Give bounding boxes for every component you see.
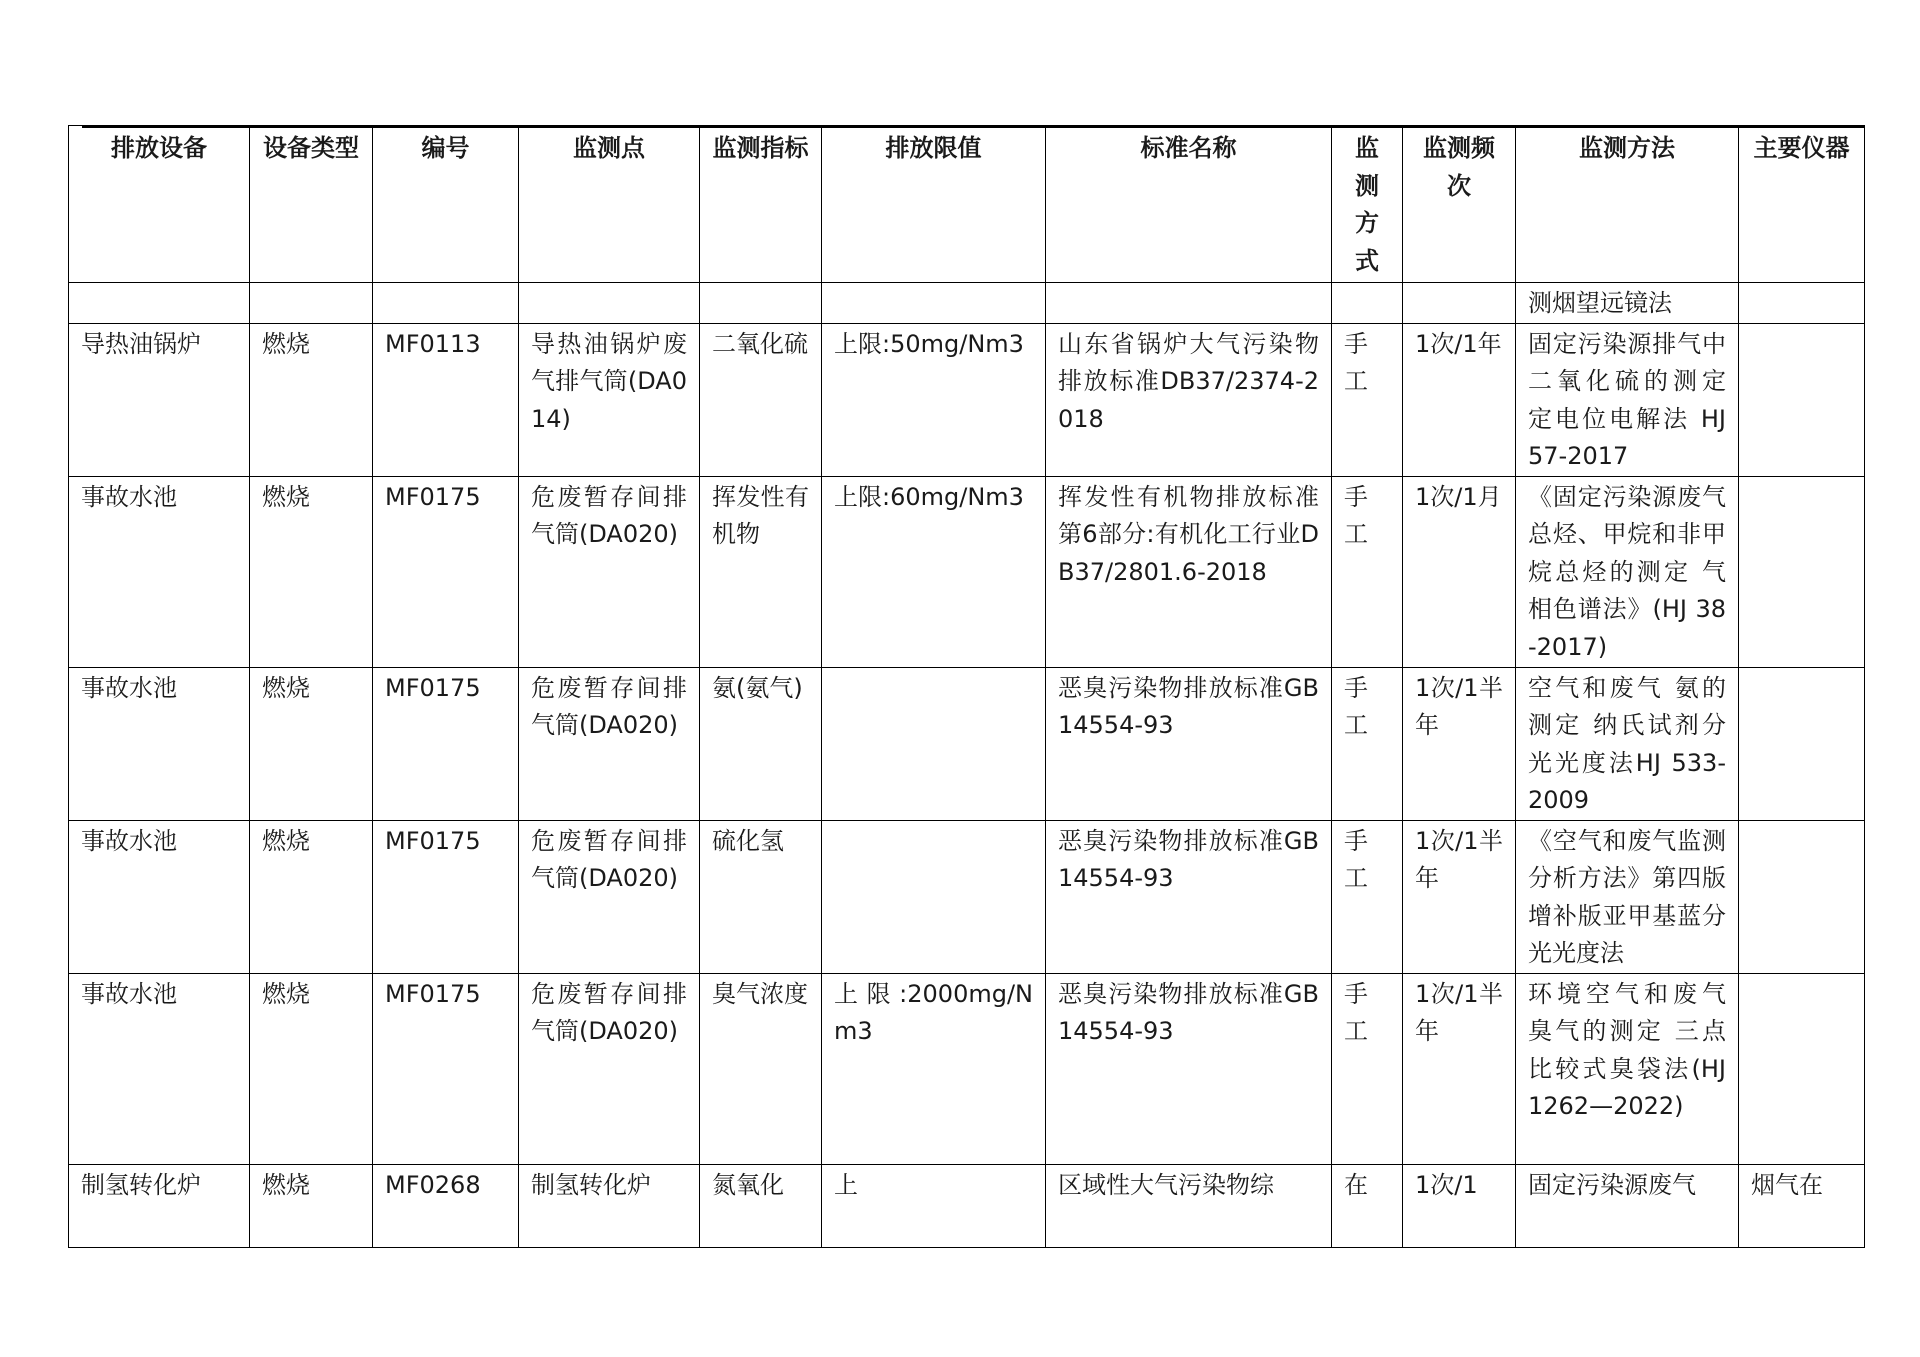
cell-code: MF0175	[373, 476, 519, 667]
table-row	[69, 973, 1865, 1164]
cell-method: 《固定污染源废气 总烃、甲烷和非甲烷总烃的测定 气相色谱法》(HJ 38-2017)	[1516, 476, 1739, 667]
table-row	[69, 820, 1865, 973]
cell-indicator: 二氧化硫	[700, 323, 822, 476]
cell-standard: 山东省锅炉大气污染物排放标准DB37/2374-2018	[1046, 323, 1332, 476]
cell-method: 固定污染源排气中二氧化硫的测定 定电位电解法 HJ 57-2017	[1516, 323, 1739, 476]
cell-standard: 挥发性有机物排放标准第6部分:有机化工行业DB37/2801.6-2018	[1046, 476, 1332, 667]
header-equipment: 排放设备	[69, 126, 250, 283]
header-mode: 监测方式	[1332, 126, 1403, 283]
cell-limit: 上限:60mg/Nm3	[822, 476, 1046, 667]
header-frequency: 监测频次	[1403, 126, 1516, 283]
cell-mode: 手工	[1332, 973, 1403, 1164]
cell-instrument	[1739, 973, 1865, 1164]
monitoring-table	[68, 125, 1865, 1248]
monitoring-table-clip	[68, 125, 1864, 1199]
cell-method: 环境空气和废气 臭气的测定 三点比较式臭袋法(HJ 1262—2022)	[1516, 973, 1739, 1164]
table-row	[69, 667, 1865, 820]
cell-equipment: 事故水池	[69, 973, 250, 1164]
cell-frequency: 1次/1半年	[1403, 667, 1516, 820]
cell-point: 导热油锅炉废气排气筒(DA014)	[519, 323, 700, 476]
cell-indicator: 臭气浓度	[700, 973, 822, 1164]
continuation-method: 测烟望远镜法	[1516, 283, 1739, 324]
header-method: 监测方法	[1516, 126, 1739, 283]
cell-limit: 上限:2000mg/Nm3	[822, 973, 1046, 1164]
cell-equipment: 事故水池	[69, 667, 250, 820]
cell-indicator: 硫化氢	[700, 820, 822, 973]
header-instrument: 主要仪器	[1739, 126, 1865, 283]
cell-indicator: 氮氧化	[700, 1164, 822, 1247]
cell-code: MF0113	[373, 323, 519, 476]
cell-limit	[822, 820, 1046, 973]
header-standard: 标准名称	[1046, 126, 1332, 283]
header-limit: 排放限值	[822, 126, 1046, 283]
cell-standard: 恶臭污染物排放标准GB 14554-93	[1046, 820, 1332, 973]
cell-method: 空气和废气 氨的测定 纳氏试剂分光光度法HJ 533-2009	[1516, 667, 1739, 820]
table-row	[69, 476, 1865, 667]
cell-equipment: 事故水池	[69, 476, 250, 667]
continuation-row	[69, 283, 1865, 324]
cell-instrument	[1739, 667, 1865, 820]
cell-method: 固定污染源废气	[1516, 1164, 1739, 1247]
table-row	[69, 1164, 1865, 1247]
cell-standard: 恶臭污染物排放标准GB 14554-93	[1046, 973, 1332, 1164]
cell-instrument: 烟气在	[1739, 1164, 1865, 1247]
cell-mode: 手工	[1332, 667, 1403, 820]
cell-code: MF0175	[373, 667, 519, 820]
cell-instrument	[1739, 323, 1865, 476]
cell-frequency: 1次/1	[1403, 1164, 1516, 1247]
table-row	[69, 323, 1865, 476]
cell-type: 燃烧	[250, 820, 373, 973]
cell-limit: 上	[822, 1164, 1046, 1247]
cell-type: 燃烧	[250, 973, 373, 1164]
cell-point: 危废暂存间排气筒(DA020)	[519, 820, 700, 973]
cell-mode: 手工	[1332, 323, 1403, 476]
cell-instrument	[1739, 476, 1865, 667]
cell-frequency: 1次/1月	[1403, 476, 1516, 667]
cell-point: 危废暂存间排气筒(DA020)	[519, 973, 700, 1164]
cell-indicator: 氨(氨气)	[700, 667, 822, 820]
cell-frequency: 1次/1年	[1403, 323, 1516, 476]
cell-standard: 恶臭污染物排放标准GB 14554-93	[1046, 667, 1332, 820]
header-type: 设备类型	[250, 126, 373, 283]
cell-standard: 区域性大气污染物综	[1046, 1164, 1332, 1247]
cell-type: 燃烧	[250, 667, 373, 820]
cell-equipment: 事故水池	[69, 820, 250, 973]
cell-point: 危废暂存间排气筒(DA020)	[519, 667, 700, 820]
header-indicator: 监测指标	[700, 126, 822, 283]
cell-equipment: 制氢转化炉	[69, 1164, 250, 1247]
cell-mode: 在	[1332, 1164, 1403, 1247]
cell-point: 危废暂存间排气筒(DA020)	[519, 476, 700, 667]
cell-frequency: 1次/1半年	[1403, 973, 1516, 1164]
cell-instrument	[1739, 820, 1865, 973]
table-header-row	[69, 126, 1865, 283]
cell-equipment: 导热油锅炉	[69, 323, 250, 476]
cell-type: 燃烧	[250, 476, 373, 667]
cell-point: 制氢转化炉	[519, 1164, 700, 1247]
cell-code: MF0268	[373, 1164, 519, 1247]
cell-mode: 手工	[1332, 476, 1403, 667]
header-code: 编号	[373, 126, 519, 283]
cell-mode: 手工	[1332, 820, 1403, 973]
cell-indicator: 挥发性有机物	[700, 476, 822, 667]
cell-type: 燃烧	[250, 323, 373, 476]
cell-limit	[822, 667, 1046, 820]
cell-limit: 上限:50mg/Nm3	[822, 323, 1046, 476]
cell-frequency: 1次/1半年	[1403, 820, 1516, 973]
cell-code: MF0175	[373, 973, 519, 1164]
header-point: 监测点	[519, 126, 700, 283]
cell-method: 《空气和废气监测分析方法》第四版增补版亚甲基蓝分光光度法	[1516, 820, 1739, 973]
cell-type: 燃烧	[250, 1164, 373, 1247]
cell-code: MF0175	[373, 820, 519, 973]
